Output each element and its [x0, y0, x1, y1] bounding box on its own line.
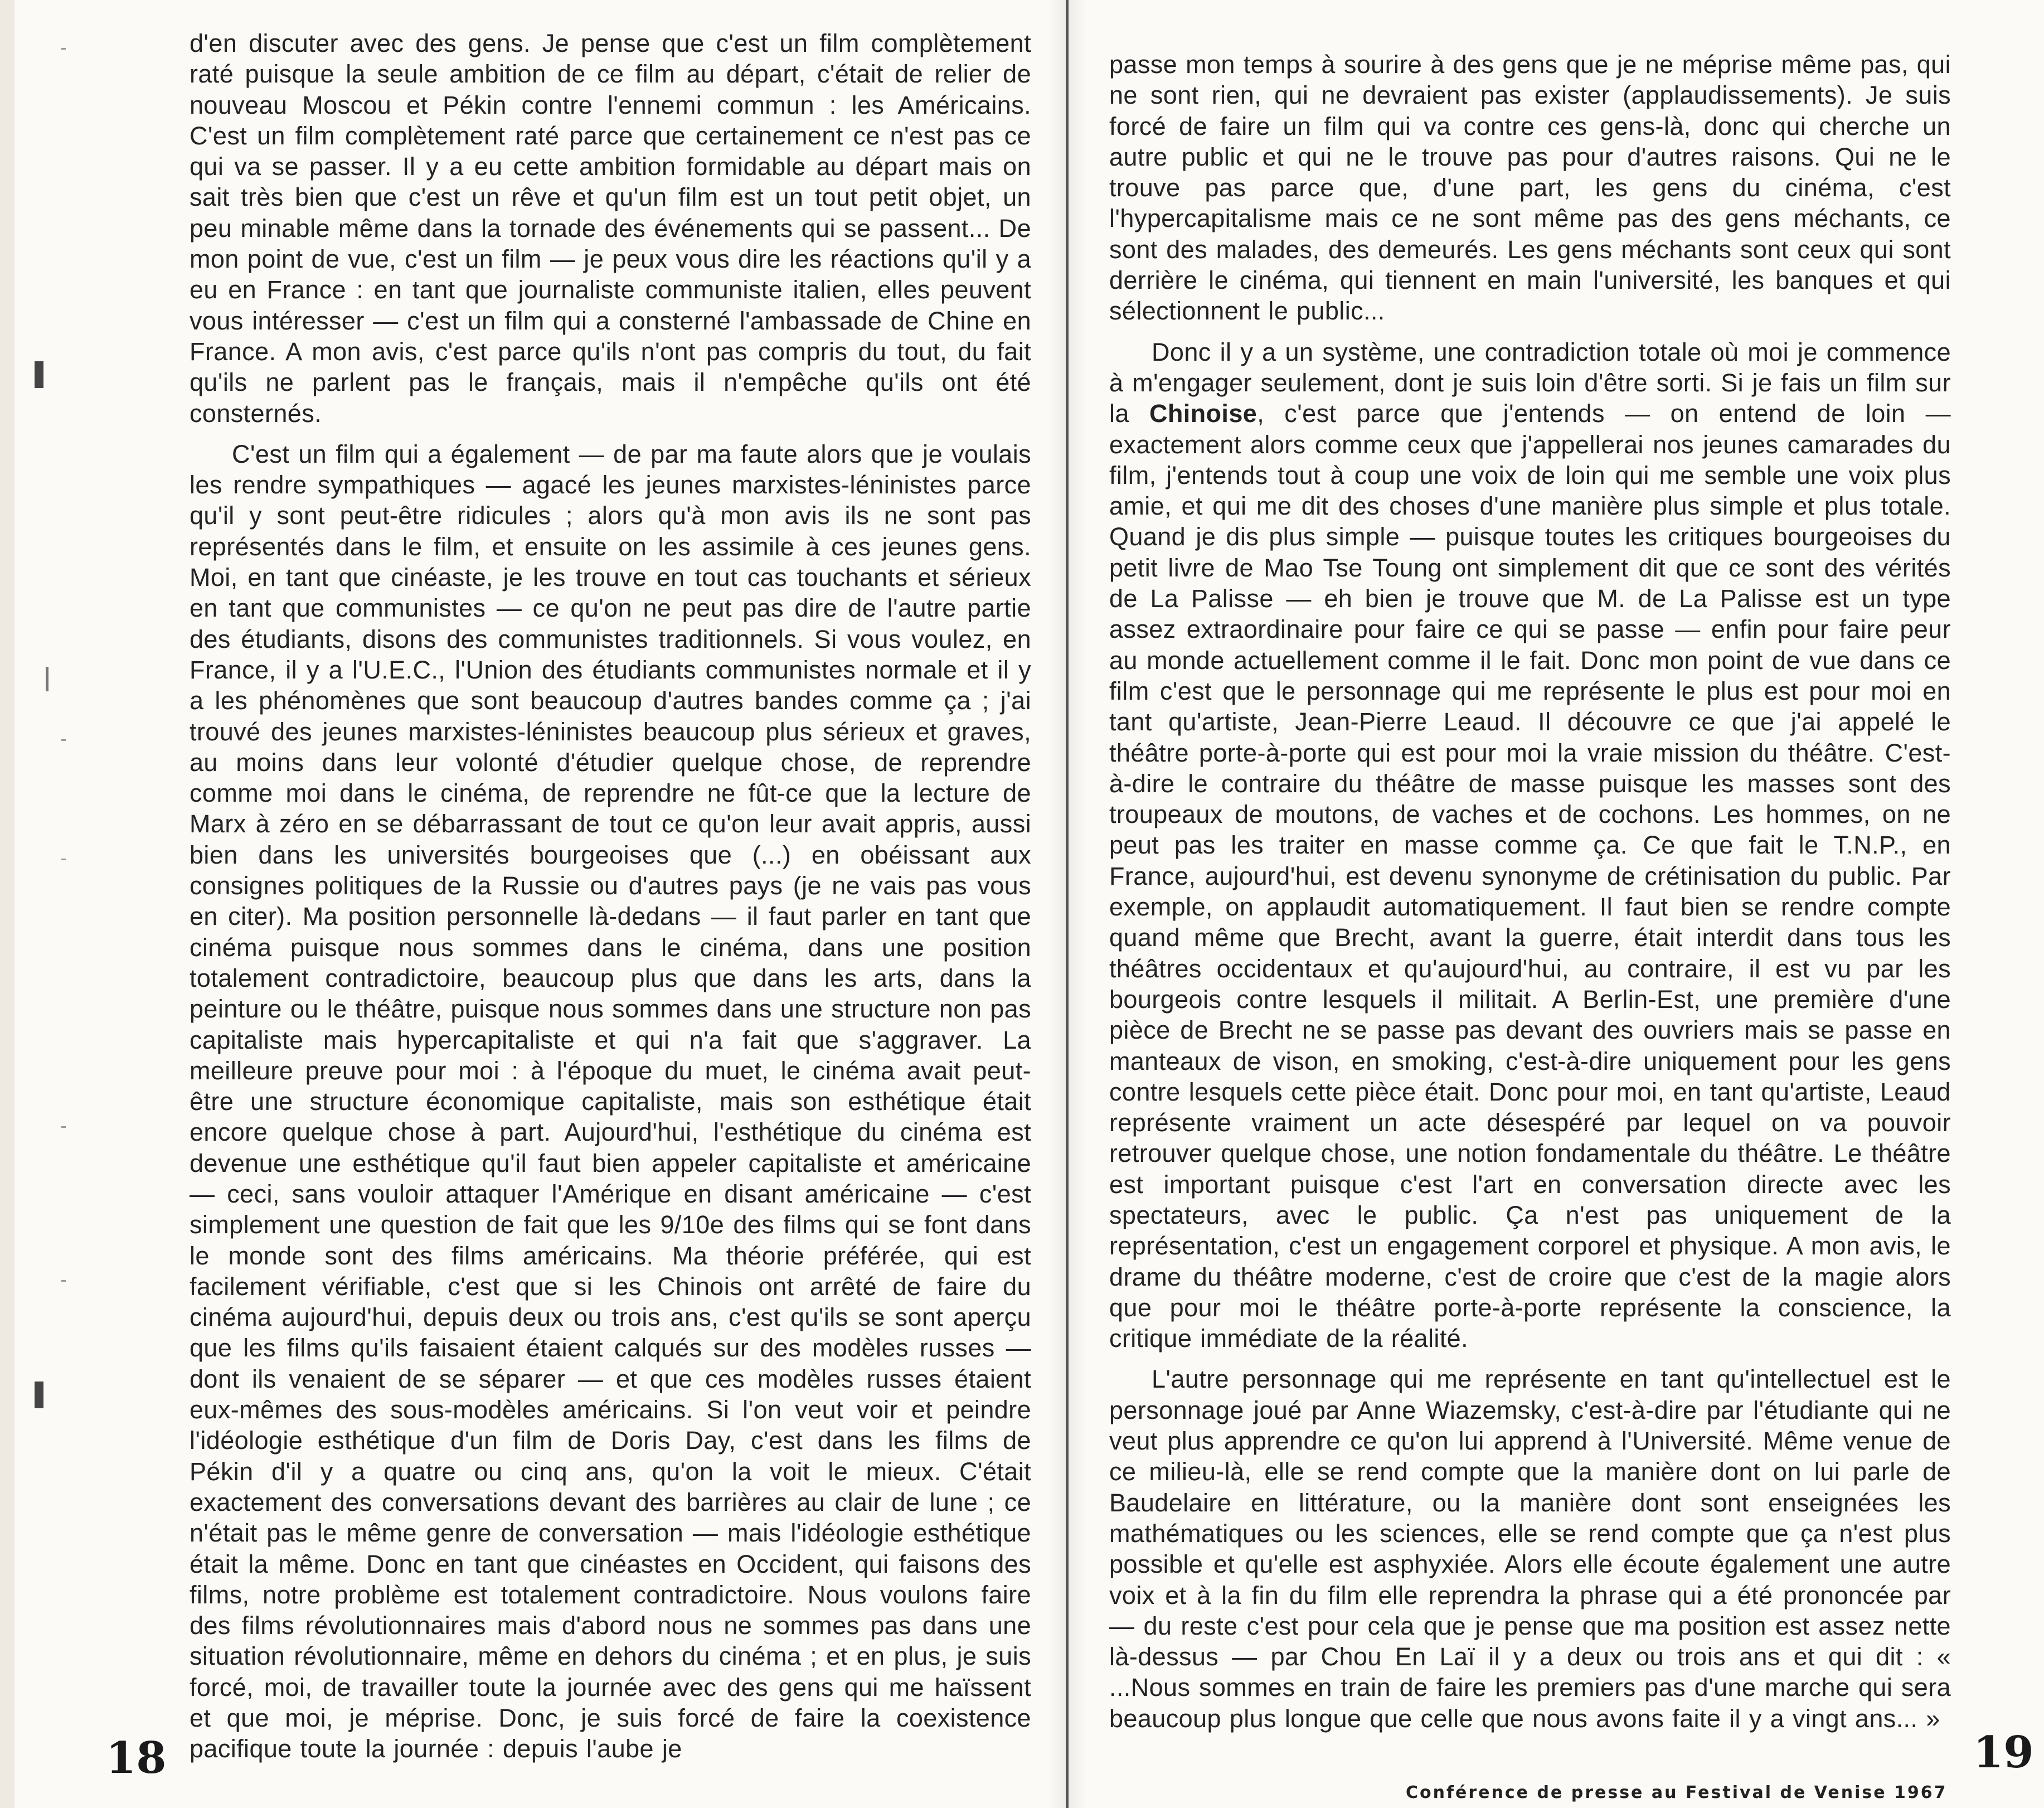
right-page-text [1109, 49, 1951, 1734]
paragraph: passe mon temps à sourire à des gens que je ne méprise même pas, qui ne sont rien, qui ne devraient pas exister (applaudissements). Je suis forcé de faire un film qui va contre ces gens-là, donc qui cherche un autre public et qui ne le trouve pas pour d'autres raisons. Qui ne le trouve pas parce que, d'une part, les gens du cinéma, c'est l'hypercapitalisme mais ce ne sont même pas des gens méchants, ce sont des malades, des demeurés. Les gens méchants sont ceux qui sont derrière le cinéma, qui tiennent en main l'université, les banques et qui sélectionnent le public... [1109, 50, 1951, 326]
margin-mark [46, 667, 48, 691]
page-edge [0, 0, 14, 1808]
paragraph: Donc il y a un système, une contradiction totale où moi je commence à m'engager seulement, dont je suis loin d'être sorti. Si je fais un film sur la Chinoise, c'est parce que j'entends — on entend de loin — exactement alors comme ceux que j'appellerai nos jeunes camarades du film, j'entends tout à coup une voix de loin qui me semble une voix plus amie, et qui me dit des choses d'une manière plus simple et plus totale. Quand je dis plus simple — puisque toutes les critiques bourgeoises du petit livre de Mao Tse Toung ont simplement dit que ce sont des vérités de La Palisse — eh bien je trouve que M. de La Palisse est un type assez extraordinaire pour faire ce qui se passe — enfin pour faire peur au monde actuellement comme il le fait. Donc mon point de vue dans ce film c'est que le personnage qui me représente le plus est pour moi en tant qu'artiste, Jean-Pierre Leaud. Il découvre ce que j'ai appelé le théâtre porte-à-porte qui est pour moi la vraie mission du théâtre. C'est-à-dire le contraire du théâtre de masse puisque les masses sont des troupeaux de moutons, de vaches et de cochons. Les hommes, on ne peut pas les traiter en masse comme ça. Ce que fait le T.N.P., en France, aujourd'hui, est devenu synonyme de crétinisation du public. Par exemple, on applaudit automatiquement. Il faut bien se rendre compte quand même que Brecht, avant la guerre, était interdit dans tous les théâtres occidentaux et qu'aujourd'hui, au contraire, il est vu par les bourgeois contre lesquels il militait. A Berlin-Est, une première d'une pièce de Brecht ne se passe pas devant des ouvriers mais se passe en manteaux de vison, en smoking, c'est-à-dire uniquement pour les gens contre lesquels cette pièce était. Donc pour moi, en tant qu'artiste, Leaud représente vraiment un acte désespéré par lequel on va pouvoir retrouver quelque chose, une notion fondamentale du théâtre. Le théâtre est important puisque c'est l'art en conversation directe avec les spectateurs, avec le public. Ça n'est pas uniquement de la représentation, c'est un engagement corporel et physique. A mon avis, le drame du théâtre moderne, c'est de croire que c'est de la magie alors que pour moi le théâtre porte-à-porte représente la conscience, la critique immédiate de la réalité. [1109, 337, 1951, 1353]
margin-dot [61, 48, 66, 50]
paragraph: L'autre personnage qui me représente en tant qu'intellectuel est le personnage joué par Anne Wiazemsky, c'est-à-dire par l'étudiante qui ne veut plus apprendre ce qu'on lui apprend à l'Université. Même venue de ce milieu-là, elle se rend compte que la manière dont on lui parle de Baudelaire en littérature, ou la manière dont sont enseignées les mathématiques ou les sciences, elle se rend compte que ça n'est plus possible et qu'elle est asphyxiée. Alors elle écoute également une autre voix et à la fin du film elle reprendra la phrase qui a été prononcée par — du reste c'est pour cela que je pense que ma position est assez nette là-dessus — par Chou En Laï il y a deux ou trois ans et qui dit : « ...Nous sommes en train de faire les premiers pas d'une marche qui sera beaucoup plus longue que celle que nous avons faite il y a vingt ans... » [1109, 1365, 1951, 1733]
caption: Conférence de presse au Festival de Venise 1967 [1406, 1783, 1948, 1802]
left-page-text [190, 28, 1031, 1765]
margin-mark [35, 361, 43, 388]
page-number: 19 [1973, 1727, 2034, 1778]
paragraph: C'est un film qui a également — de par ma faute alors que je voulais les rendre sympathiques — agacé les jeunes marxistes-léninistes parce qu'il y sont peut-être ridicules ; alors qu'à mon avis ils ne sont pas représentés dans le film, et ensuite on les assimile à ces jeunes gens. Moi, en tant que cinéaste, je les trouve en tout cas touchants et sérieux en tant que communistes — ce qu'on ne peut pas dire de l'autre partie des étudiants, disons des communistes traditionnels. Si vous voulez, en France, il y a l'U.E.C., l'Union des étudiants communistes normale et il y a les phénomènes que sont beaucoup d'autres bandes comme ça ; j'ai trouvé des jeunes marxistes-léninistes beaucoup plus sérieux et graves, au moins dans leur volonté d'étudier quelque chose, de reprendre comme moi dans le cinéma, de reprendre ne fût-ce que la lecture de Marx à zéro en se débarrassant de tout ce qu'on leur avait appris, aussi bien dans les universités bourgeoises que (...) en obéissant aux consignes politiques de la Russie ou d'autres pays (je ne vais pas vous en citer). Ma position personnelle là-dedans — il faut parler en tant que cinéma puisque nous sommes dans le cinéma, dans une position totalement contradictoire, beaucoup plus que dans les arts, dans la peinture ou le théâtre, puisque nous sommes dans une structure non pas capitaliste mais hypercapitaliste et qui n'a fait que s'aggraver. La meilleure preuve pour moi : à l'époque du muet, le cinéma avait peut-être une structure économique capitaliste, mais son esthétique était encore quelque chose à part. Aujourd'hui, l'esthétique du cinéma est devenue une esthétique qu'il faut bien appeler capitaliste et américaine — ceci, sans vouloir attaquer l'Amérique en disant américaine — c'est simplement une question de fait que les 9/10e des films qui se font dans le monde sont des films américains. Ma théorie préférée, qui est facilement vérifiable, c'est que si les Chinois ont arrêté de faire du cinéma aujourd'hui, depuis deux ou trois ans, c'est qu'ils se sont aperçu que les films qu'ils faisaient étaient calqués sur des modèles russes — dont ils venaient de se séparer — et que ces modèles russes étaient eux-mêmes des sous-modèles américains. Si l'on veut voir et peindre l'idéologie esthétique d'un film de Doris Day, c'est dans les films de Pékin d'il y a quatre ou cinq ans, qu'on la voit le mieux. C'était exactement des conversations devant des barrières au clair de lune ; ce n'était pas le même genre de conversation — mais l'idéologie esthétique était la même. Donc en tant que cinéastes en Occident, qui faisons des films, notre problème est totalement contradictoire. Nous voulons faire des films révolutionnaires mais d'abord nous ne sommes pas dans une situation révolutionnaire, même en dehors du cinéma ; et en plus, je suis forcé, moi, de travailler toute la journée avec des gens qui me haïssent et que moi, je méprise. Donc, je suis forcé de faire la coexistence pacifique toute la journée : depuis l'aube je [190, 439, 1031, 1763]
margin-dot [61, 1280, 66, 1282]
margin-dot [61, 739, 66, 741]
paragraph: d'en discuter avec des gens. Je pense que c'est un film complètement raté puisque la seule ambition de ce film au départ, c'était de relier de nouveau Moscou et Pékin contre l'ennemi commun : les Américains. C'est un film complètement raté parce que certainement ce n'est pas ce qui va se passer. Il y a eu cette ambition formidable au départ mais on sait très bien que c'est un rêve et qu'un film est un tout petit objet, un peu minable même dans la tornade des événements qui se passent... De mon point de vue, c'est un film — je peux vous dire les réactions qu'il y a eu en France : en tant que journaliste communiste italien, elles peuvent vous intéresser — c'est un film qui a consterné l'ambassade de Chine en France. A mon avis, c'est parce qu'ils n'ont pas compris du tout, du fait qu'ils ne parlent pas le français, mais il n'empêche qu'ils ont été consternés. [190, 29, 1031, 428]
margin-dot [61, 859, 66, 860]
page-gutter [1066, 0, 1069, 1808]
margin-dot [61, 1126, 66, 1128]
margin-mark [35, 1382, 43, 1408]
film-title: Chinoise [1149, 399, 1258, 428]
page-number: 18 [106, 1733, 167, 1783]
